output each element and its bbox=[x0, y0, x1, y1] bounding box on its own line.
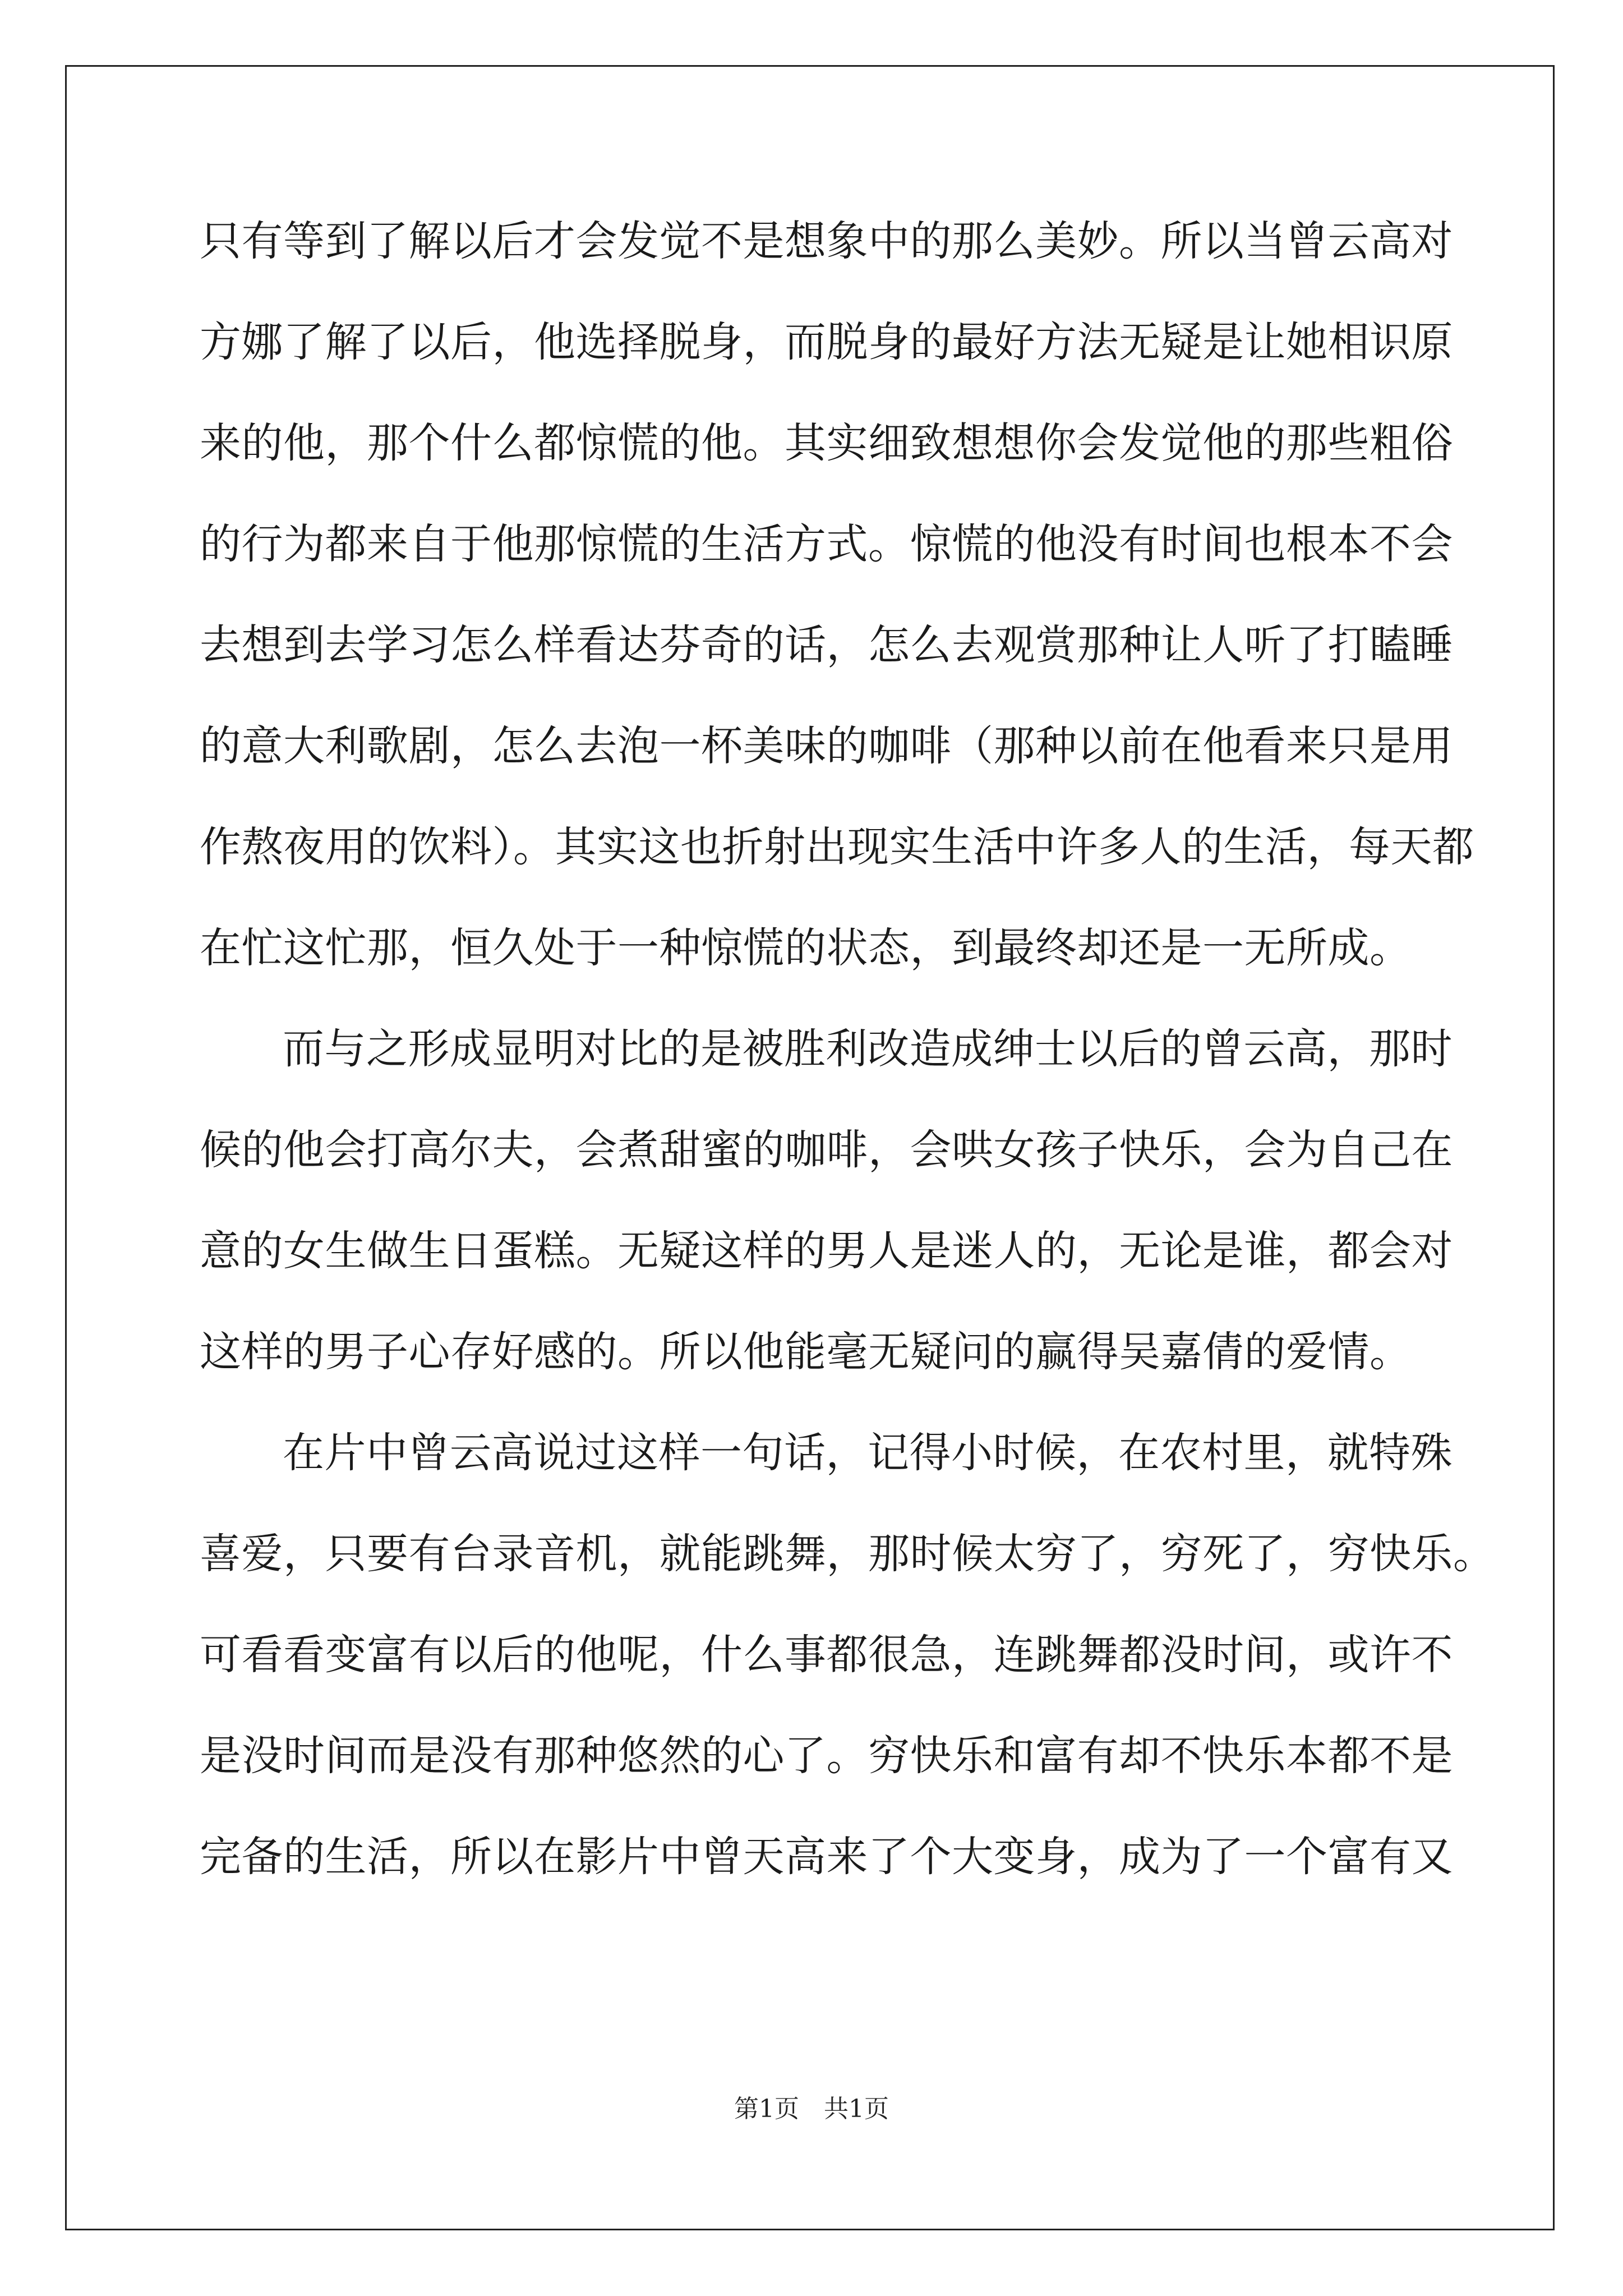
text-line: 只有等到了解以后才会发觉不是想象中的那么美妙。所以当曾云高对 bbox=[200, 217, 1453, 265]
text-line: 完备的生活，所以在影片中曾天高来了个大变身，成为了一个富有又 bbox=[200, 1833, 1453, 1881]
paragraph-first-line: 在片中曾云高说过这样一句话，记得小时候，在农村里，就特殊 bbox=[283, 1429, 1453, 1477]
text-line: 喜爱，只要有台录音机，就能跳舞，那时候太穷了，穷死了，穷快乐。 bbox=[200, 1530, 1495, 1578]
text-line: 这样的男子心存好感的。所以他能毫无疑问的赢得吴嘉倩的爱情。 bbox=[200, 1328, 1412, 1376]
text-line: 候的他会打高尔夫，会煮甜蜜的咖啡，会哄女孩子快乐，会为自己在 bbox=[200, 1126, 1453, 1174]
page-number: 第1页 bbox=[734, 2095, 799, 2123]
text-line: 来的他，那个什么都惊慌的他。其实细致想想你会发觉他的那些粗俗 bbox=[200, 419, 1453, 467]
text-line: 是没时间而是没有那种悠然的心了。穷快乐和富有却不快乐本都不是 bbox=[200, 1732, 1453, 1780]
page-footer bbox=[0, 2092, 1623, 2126]
text-line: 去想到去学习怎么样看达芬奇的话，怎么去观赏那种让人听了打瞌睡 bbox=[200, 621, 1453, 669]
text-line: 意的女生做生日蛋糕。无疑这样的男人是迷人的，无论是谁，都会对 bbox=[200, 1227, 1453, 1275]
text-line: 可看看变富有以后的他呢，什么事都很急，连跳舞都没时间，或许不 bbox=[200, 1631, 1453, 1679]
text-line: 的行为都来自于他那惊慌的生活方式。惊慌的他没有时间也根本不会 bbox=[200, 520, 1453, 568]
text-line: 作熬夜用的饮料）。其实这也折射出现实生活中许多人的生活，每天都 bbox=[200, 823, 1474, 871]
text-line: 的意大利歌剧，怎么去泡一杯美味的咖啡（那种以前在他看来只是用 bbox=[200, 722, 1453, 770]
text-line: 在忙这忙那，恒久处于一种惊慌的状态，到最终却还是一无所成。 bbox=[200, 924, 1412, 972]
text-line: 方娜了解了以后，他选择脱身，而脱身的最好方法无疑是让她相识原 bbox=[200, 318, 1453, 366]
paragraph-first-line: 而与之形成显明对比的是被胜利改造成绅士以后的曾云高，那时 bbox=[283, 1025, 1453, 1073]
page-total: 共1页 bbox=[824, 2095, 889, 2123]
